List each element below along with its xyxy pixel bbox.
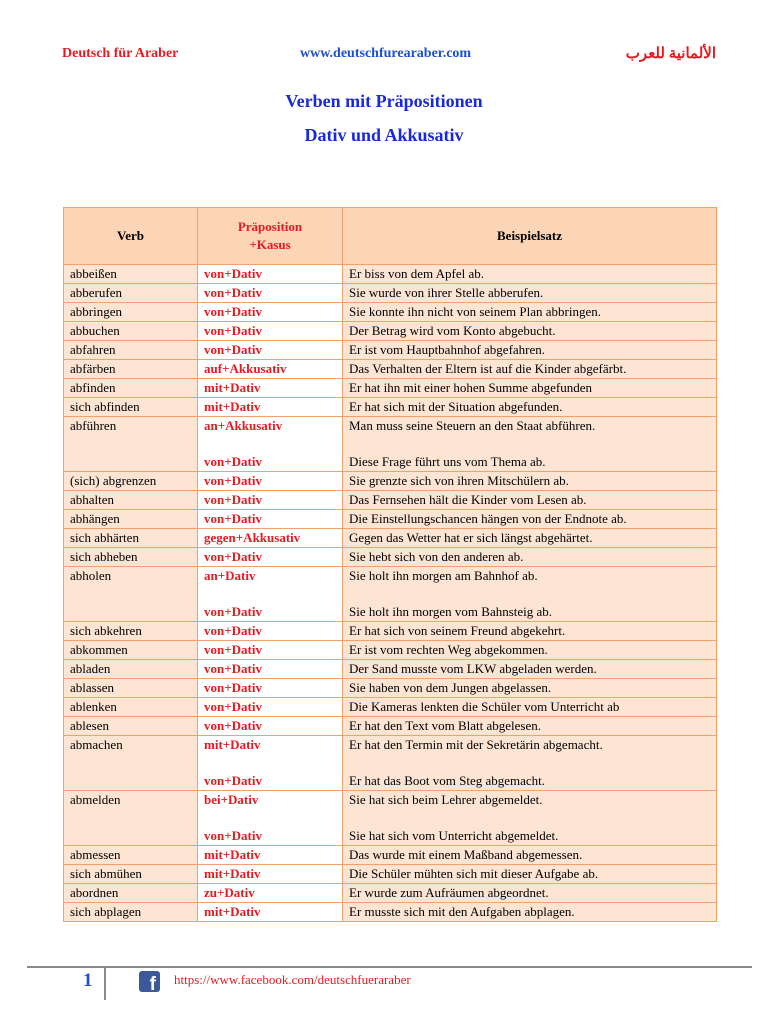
cell-verb: abbeißen	[64, 265, 198, 284]
preposition-text: von+Dativ	[204, 718, 262, 733]
preposition-text: von+Dativ	[204, 773, 262, 788]
cell-example	[343, 717, 717, 736]
table-row	[64, 472, 717, 491]
cell-example	[343, 529, 717, 548]
cell-example	[343, 884, 717, 903]
cell-preposition	[198, 698, 343, 717]
table-row	[64, 791, 717, 846]
example-sentence: Sie grenzte sich von ihren Mitschülern ab.	[349, 473, 569, 488]
example-sentence: Er hat den Text vom Blatt abgelesen.	[349, 718, 541, 733]
example-sentence: Er biss von dem Apfel ab.	[349, 266, 485, 281]
cell-verb: sich abplagen	[64, 903, 198, 922]
cell-example	[343, 417, 717, 472]
preposition-text: von+Dativ	[204, 266, 262, 281]
example-sentence: Sie wurde von ihrer Stelle abberufen.	[349, 285, 544, 300]
cell-preposition	[198, 865, 343, 884]
cell-verb: abbuchen	[64, 322, 198, 341]
cell-verb: abberufen	[64, 284, 198, 303]
cell-example	[343, 398, 717, 417]
cell-verb: abmessen	[64, 846, 198, 865]
table-row	[64, 717, 717, 736]
header-website[interactable]: www.deutschfurearaber.com	[300, 46, 472, 61]
table-row	[64, 660, 717, 679]
example-sentence: Die Kameras lenkten die Schüler vom Unterricht ab	[349, 699, 620, 714]
example-sentence: Er wurde zum Aufräumen abgeordnet.	[349, 885, 549, 900]
cell-preposition	[198, 265, 343, 284]
preposition-text: von+Dativ	[204, 549, 262, 564]
preposition-text: zu+Dativ	[204, 885, 255, 900]
cell-example	[343, 472, 717, 491]
table-row	[64, 491, 717, 510]
preposition-text: mit+Dativ	[204, 380, 261, 395]
column-header-preposition-line1: Präposition	[237, 219, 303, 234]
line-spacer	[349, 435, 710, 453]
cell-example	[343, 510, 717, 529]
column-header-example: Beispielsatz	[343, 208, 717, 265]
column-header-preposition-line2: +Kasus	[249, 237, 291, 252]
cell-verb: abbringen	[64, 303, 198, 322]
cell-example	[343, 641, 717, 660]
table-row	[64, 322, 717, 341]
table-row	[64, 398, 717, 417]
cell-verb: abmachen	[64, 736, 198, 791]
preposition-text: mit+Dativ	[204, 847, 261, 862]
cell-preposition	[198, 510, 343, 529]
cell-example	[343, 660, 717, 679]
preposition-text: von+Dativ	[204, 828, 262, 843]
cell-example	[343, 284, 717, 303]
example-sentence: Sie haben von dem Jungen abgelassen.	[349, 680, 552, 695]
cell-verb: abfärben	[64, 360, 198, 379]
line-spacer	[349, 585, 710, 603]
page-subtitle: Dativ und Akkusativ	[304, 125, 464, 145]
example-sentence: Er hat ihn mit einer hohen Summe abgefunden	[349, 380, 592, 395]
example-sentence: Die Schüler mühten sich mit dieser Aufgabe ab.	[349, 866, 599, 881]
preposition-text: bei+Dativ	[204, 792, 259, 807]
example-sentence: Er hat sich mit der Situation abgefunden.	[349, 399, 563, 414]
cell-preposition	[198, 903, 343, 922]
footer-divider	[27, 966, 752, 968]
cell-verb: (sich) abgrenzen	[64, 472, 198, 491]
cell-verb: abkommen	[64, 641, 198, 660]
cell-verb: sich abheben	[64, 548, 198, 567]
example-sentence: Sie hat sich vom Unterricht abgemeldet.	[349, 828, 559, 843]
cell-preposition	[198, 417, 343, 472]
cell-example	[343, 791, 717, 846]
cell-verb: ablassen	[64, 679, 198, 698]
table-header-row	[64, 208, 717, 265]
cell-example	[343, 903, 717, 922]
table-row	[64, 698, 717, 717]
facebook-icon[interactable]: f	[139, 971, 160, 992]
preposition-text: von+Dativ	[204, 323, 262, 338]
cell-example	[343, 865, 717, 884]
example-sentence: Er hat das Boot vom Steg abgemacht.	[349, 773, 546, 788]
preposition-text: von+Dativ	[204, 642, 262, 657]
cell-preposition	[198, 322, 343, 341]
column-header-preposition	[198, 208, 343, 265]
table-row	[64, 622, 717, 641]
cell-preposition	[198, 284, 343, 303]
cell-preposition	[198, 622, 343, 641]
footer-vertical-divider	[104, 968, 106, 1000]
cell-preposition	[198, 736, 343, 791]
cell-verb: sich abmühen	[64, 865, 198, 884]
preposition-text: von+Dativ	[204, 342, 262, 357]
line-spacer	[204, 754, 336, 772]
example-sentence: Er musste sich mit den Aufgaben abplagen.	[349, 904, 575, 919]
cell-verb: abführen	[64, 417, 198, 472]
cell-example	[343, 679, 717, 698]
cell-example	[343, 491, 717, 510]
example-sentence: Der Sand musste vom LKW abgeladen werden.	[349, 661, 597, 676]
cell-verb: abholen	[64, 567, 198, 622]
cell-example	[343, 846, 717, 865]
cell-example	[343, 360, 717, 379]
cell-verb: abordnen	[64, 884, 198, 903]
example-sentence: Man muss seine Steuern an den Staat abführen.	[349, 418, 596, 433]
cell-example	[343, 303, 717, 322]
example-sentence: Der Betrag wird vom Konto abgebucht.	[349, 323, 556, 338]
example-sentence: Die Einstellungschancen hängen von der Endnote ab.	[349, 511, 627, 526]
cell-verb: abfahren	[64, 341, 198, 360]
example-sentence: Diese Frage führt uns vom Thema ab.	[349, 454, 546, 469]
cell-verb: abmelden	[64, 791, 198, 846]
preposition-text: an+Akkusativ	[204, 418, 283, 433]
cell-verb: sich abfinden	[64, 398, 198, 417]
cell-verb: ablesen	[64, 717, 198, 736]
preposition-text: mit+Dativ	[204, 399, 261, 414]
cell-preposition	[198, 491, 343, 510]
cell-verb: abhalten	[64, 491, 198, 510]
cell-example	[343, 379, 717, 398]
table-row	[64, 846, 717, 865]
column-header-verb: Verb	[64, 208, 198, 265]
table-row	[64, 303, 717, 322]
cell-preposition	[198, 660, 343, 679]
table-row	[64, 736, 717, 791]
cell-verb: abfinden	[64, 379, 198, 398]
example-sentence: Sie holt ihn morgen vom Bahnsteig ab.	[349, 604, 553, 619]
table-row	[64, 641, 717, 660]
table-row	[64, 529, 717, 548]
preposition-text: von+Dativ	[204, 699, 262, 714]
example-sentence: Er hat sich von seinem Freund abgekehrt.	[349, 623, 566, 638]
cell-example	[343, 567, 717, 622]
cell-verb: abladen	[64, 660, 198, 679]
preposition-text: von+Dativ	[204, 285, 262, 300]
line-spacer	[204, 435, 336, 453]
cell-example	[343, 622, 717, 641]
cell-preposition	[198, 791, 343, 846]
cell-example	[343, 341, 717, 360]
cell-preposition	[198, 303, 343, 322]
cell-example	[343, 698, 717, 717]
cell-example	[343, 736, 717, 791]
preposition-text: mit+Dativ	[204, 866, 261, 881]
line-spacer	[204, 585, 336, 603]
table-row	[64, 341, 717, 360]
cell-preposition	[198, 360, 343, 379]
cell-verb: sich abhärten	[64, 529, 198, 548]
example-sentence: Sie hat sich beim Lehrer abgemeldet.	[349, 792, 543, 807]
table-row	[64, 548, 717, 567]
table-row	[64, 360, 717, 379]
example-sentence: Gegen das Wetter hat er sich längst abgehärtet.	[349, 530, 593, 545]
preposition-text: gegen+Akkusativ	[204, 530, 301, 545]
line-spacer	[349, 809, 710, 827]
page-title: Verben mit Präpositionen	[285, 91, 483, 111]
example-sentence: Sie konnte ihn nicht von seinem Plan abbringen.	[349, 304, 602, 319]
example-sentence: Das Fernsehen hält die Kinder vom Lesen ab.	[349, 492, 587, 507]
preposition-text: von+Dativ	[204, 304, 262, 319]
preposition-text: auf+Akkusativ	[204, 361, 287, 376]
verbs-table	[63, 207, 717, 922]
preposition-text: von+Dativ	[204, 511, 262, 526]
cell-verb: ablenken	[64, 698, 198, 717]
example-sentence: Das wurde mit einem Maßband abgemessen.	[349, 847, 583, 862]
example-sentence: Das Verhalten der Eltern ist auf die Kinder abgefärbt.	[349, 361, 627, 376]
table-row	[64, 379, 717, 398]
cell-preposition	[198, 884, 343, 903]
cell-preposition	[198, 717, 343, 736]
preposition-text: von+Dativ	[204, 623, 262, 638]
cell-verb: sich abkehren	[64, 622, 198, 641]
example-sentence: Er hat den Termin mit der Sekretärin abgemacht.	[349, 737, 603, 752]
preposition-text: von+Dativ	[204, 661, 262, 676]
table-row	[64, 903, 717, 922]
table-row	[64, 417, 717, 472]
line-spacer	[349, 754, 710, 772]
preposition-text: mit+Dativ	[204, 904, 261, 919]
cell-example	[343, 322, 717, 341]
example-sentence: Er ist vom Hauptbahnhof abgefahren.	[349, 342, 546, 357]
preposition-text: von+Dativ	[204, 473, 262, 488]
example-sentence: Er ist vom rechten Weg abgekommen.	[349, 642, 548, 657]
cell-preposition	[198, 567, 343, 622]
cell-preposition	[198, 679, 343, 698]
cell-example	[343, 548, 717, 567]
table-row	[64, 884, 717, 903]
page-number: 1	[83, 970, 93, 991]
header-brand: Deutsch für Araber	[62, 46, 179, 61]
preposition-text: von+Dativ	[204, 604, 262, 619]
table-row	[64, 567, 717, 622]
line-spacer	[204, 809, 336, 827]
cell-preposition	[198, 379, 343, 398]
table-row	[64, 679, 717, 698]
cell-preposition	[198, 341, 343, 360]
cell-preposition	[198, 398, 343, 417]
cell-preposition	[198, 472, 343, 491]
preposition-text: von+Dativ	[204, 454, 262, 469]
header-arabic-brand: الألمانية للعرب	[625, 46, 716, 62]
table-row	[64, 265, 717, 284]
example-sentence: Sie hebt sich von den anderen ab.	[349, 549, 524, 564]
table-row	[64, 865, 717, 884]
cell-preposition	[198, 548, 343, 567]
example-sentence: Sie holt ihn morgen am Bahnhof ab.	[349, 568, 538, 583]
cell-preposition	[198, 529, 343, 548]
facebook-link[interactable]: https://www.facebook.com/deutschfueraraber	[174, 972, 411, 987]
preposition-text: an+Dativ	[204, 568, 256, 583]
preposition-text: von+Dativ	[204, 492, 262, 507]
cell-example	[343, 265, 717, 284]
preposition-text: von+Dativ	[204, 680, 262, 695]
cell-preposition	[198, 846, 343, 865]
table-row	[64, 510, 717, 529]
cell-verb: abhängen	[64, 510, 198, 529]
preposition-text: mit+Dativ	[204, 737, 261, 752]
table-row	[64, 284, 717, 303]
cell-preposition	[198, 641, 343, 660]
